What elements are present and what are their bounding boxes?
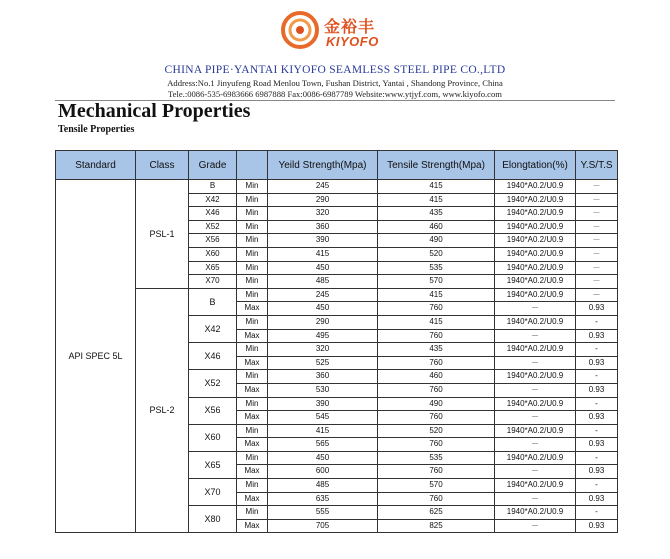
limit-cell: Max [237, 329, 268, 343]
elongation-cell: － [495, 465, 576, 479]
tensile-cell: 415 [378, 180, 495, 194]
tensile-cell: 760 [378, 438, 495, 452]
yield-cell: 450 [268, 261, 378, 275]
ratio-cell: 0.93 [576, 356, 618, 370]
tensile-cell: 435 [378, 207, 495, 221]
limit-cell: Min [237, 424, 268, 438]
page-title: Mechanical Properties [58, 100, 251, 122]
ratio-cell: － [576, 234, 618, 248]
section-subtitle: Tensile Properties [58, 124, 135, 135]
grade-cell: X42 [189, 315, 237, 342]
ratio-cell: 0.93 [576, 492, 618, 506]
elongation-cell: 1940*A0.2/U0.9 [495, 207, 576, 221]
yield-cell: 545 [268, 411, 378, 425]
elongation-cell: － [495, 492, 576, 506]
grade-cell: X65 [189, 451, 237, 478]
tensile-cell: 760 [378, 302, 495, 316]
standard-cell: API SPEC 5L [56, 180, 136, 533]
header-elongation: Elongtation(%) [495, 151, 576, 180]
yield-cell: 600 [268, 465, 378, 479]
table-row [56, 288, 618, 302]
limit-cell: Max [237, 302, 268, 316]
limit-cell: Min [237, 397, 268, 411]
tensile-cell: 415 [378, 193, 495, 207]
tensile-cell: 535 [378, 261, 495, 275]
header-limit [237, 151, 268, 180]
yield-cell: 390 [268, 234, 378, 248]
logo-ring-icon [280, 10, 320, 50]
elongation-cell: 1940*A0.2/U0.9 [495, 220, 576, 234]
elongation-cell: － [495, 383, 576, 397]
limit-cell: Min [237, 343, 268, 357]
limit-cell: Min [237, 370, 268, 384]
yield-cell: 450 [268, 302, 378, 316]
limit-cell: Min [237, 180, 268, 194]
tensile-cell: 825 [378, 519, 495, 533]
yield-cell: 565 [268, 438, 378, 452]
header-class: Class [136, 151, 189, 180]
grade-cell: X70 [189, 275, 237, 289]
yield-cell: 290 [268, 315, 378, 329]
ratio-cell: － [576, 220, 618, 234]
grade-cell: X70 [189, 479, 237, 506]
ratio-cell: － [576, 288, 618, 302]
grade-cell: X56 [189, 397, 237, 424]
ratio-cell: － [576, 180, 618, 194]
company-contact: Tele.:0086-535-6983666 6987888 Fax:0086-6987789 Website:www.ytjyf.com, www.kiyofo.com [168, 89, 502, 99]
limit-cell: Min [237, 315, 268, 329]
ratio-cell: - [576, 451, 618, 465]
header-yield: Yeild Strength(Mpa) [268, 151, 378, 180]
limit-cell: Max [237, 492, 268, 506]
tensile-cell: 435 [378, 343, 495, 357]
ratio-cell: － [576, 207, 618, 221]
elongation-cell: － [495, 356, 576, 370]
elongation-cell: 1940*A0.2/U0.9 [495, 451, 576, 465]
ratio-cell: - [576, 315, 618, 329]
limit-cell: Max [237, 438, 268, 452]
ratio-cell: 0.93 [576, 465, 618, 479]
ratio-cell: - [576, 397, 618, 411]
elongation-cell: 1940*A0.2/U0.9 [495, 275, 576, 289]
elongation-cell: － [495, 411, 576, 425]
limit-cell: Min [237, 193, 268, 207]
yield-cell: 360 [268, 370, 378, 384]
tensile-cell: 535 [378, 451, 495, 465]
ratio-cell: － [576, 193, 618, 207]
yield-cell: 320 [268, 207, 378, 221]
elongation-cell: 1940*A0.2/U0.9 [495, 193, 576, 207]
grade-cell: X80 [189, 506, 237, 533]
grade-cell: X52 [189, 220, 237, 234]
elongation-cell: － [495, 519, 576, 533]
tensile-cell: 460 [378, 220, 495, 234]
grade-cell: X42 [189, 193, 237, 207]
ratio-cell: － [576, 247, 618, 261]
ratio-cell: - [576, 479, 618, 493]
tensile-cell: 570 [378, 479, 495, 493]
grade-cell: X46 [189, 207, 237, 221]
header-ys-ts: Y.S/T.S [576, 151, 618, 180]
yield-cell: 290 [268, 193, 378, 207]
yield-cell: 415 [268, 424, 378, 438]
grade-cell: B [189, 288, 237, 315]
elongation-cell: 1940*A0.2/U0.9 [495, 506, 576, 520]
tensile-cell: 490 [378, 397, 495, 411]
limit-cell: Min [237, 275, 268, 289]
limit-cell: Min [237, 247, 268, 261]
ratio-cell: 0.93 [576, 383, 618, 397]
ratio-cell: - [576, 506, 618, 520]
tensile-cell: 760 [378, 465, 495, 479]
yield-cell: 705 [268, 519, 378, 533]
yield-cell: 495 [268, 329, 378, 343]
tensile-cell: 760 [378, 411, 495, 425]
elongation-cell: － [495, 329, 576, 343]
tensile-cell: 415 [378, 315, 495, 329]
yield-cell: 320 [268, 343, 378, 357]
yield-cell: 635 [268, 492, 378, 506]
ratio-cell: 0.93 [576, 438, 618, 452]
elongation-cell: 1940*A0.2/U0.9 [495, 247, 576, 261]
logo-chinese-text: 金裕丰 [324, 17, 376, 36]
yield-cell: 450 [268, 451, 378, 465]
tensile-cell: 760 [378, 492, 495, 506]
grade-cell: X52 [189, 370, 237, 397]
elongation-cell: 1940*A0.2/U0.9 [495, 288, 576, 302]
yield-cell: 525 [268, 356, 378, 370]
limit-cell: Min [237, 234, 268, 248]
yield-cell: 360 [268, 220, 378, 234]
tensile-cell: 760 [378, 383, 495, 397]
limit-cell: Max [237, 411, 268, 425]
limit-cell: Max [237, 383, 268, 397]
tensile-cell: 520 [378, 424, 495, 438]
grade-cell: X56 [189, 234, 237, 248]
ratio-cell: 0.93 [576, 302, 618, 316]
ratio-cell: 0.93 [576, 411, 618, 425]
company-logo [280, 10, 420, 54]
elongation-cell: 1940*A0.2/U0.9 [495, 343, 576, 357]
tensile-cell: 760 [378, 329, 495, 343]
tensile-cell: 460 [378, 370, 495, 384]
limit-cell: Max [237, 519, 268, 533]
yield-cell: 485 [268, 479, 378, 493]
limit-cell: Max [237, 465, 268, 479]
ratio-cell: - [576, 370, 618, 384]
table-header-row [56, 151, 618, 180]
grade-cell: X60 [189, 247, 237, 261]
class-cell: PSL-1 [136, 180, 189, 289]
company-address: Address:No.1 Jinyufeng Road Menlou Town, Fushan District, Yantai , Shandong Province, China [167, 78, 503, 88]
elongation-cell: 1940*A0.2/U0.9 [495, 479, 576, 493]
table-row [56, 180, 618, 194]
elongation-cell: 1940*A0.2/U0.9 [495, 234, 576, 248]
ratio-cell: － [576, 275, 618, 289]
limit-cell: Min [237, 479, 268, 493]
limit-cell: Min [237, 220, 268, 234]
ratio-cell: 0.93 [576, 519, 618, 533]
yield-cell: 245 [268, 180, 378, 194]
header-tensile: Tensile Strength(Mpa) [378, 151, 495, 180]
tensile-cell: 760 [378, 356, 495, 370]
elongation-cell: 1940*A0.2/U0.9 [495, 370, 576, 384]
yield-cell: 530 [268, 383, 378, 397]
header-standard: Standard [56, 151, 136, 180]
ratio-cell: - [576, 343, 618, 357]
yield-cell: 485 [268, 275, 378, 289]
limit-cell: Min [237, 451, 268, 465]
limit-cell: Max [237, 356, 268, 370]
yield-cell: 555 [268, 506, 378, 520]
tensile-cell: 570 [378, 275, 495, 289]
company-name: CHINA PIPE·YANTAI KIYOFO SEAMLESS STEEL PIPE CO.,LTD [164, 64, 506, 76]
elongation-cell: 1940*A0.2/U0.9 [495, 397, 576, 411]
limit-cell: Min [237, 207, 268, 221]
elongation-cell: 1940*A0.2/U0.9 [495, 261, 576, 275]
elongation-cell: 1940*A0.2/U0.9 [495, 424, 576, 438]
limit-cell: Min [237, 288, 268, 302]
yield-cell: 245 [268, 288, 378, 302]
grade-cell: X60 [189, 424, 237, 451]
limit-cell: Min [237, 506, 268, 520]
limit-cell: Min [237, 261, 268, 275]
elongation-cell: － [495, 438, 576, 452]
tensile-cell: 625 [378, 506, 495, 520]
logo-english-text: KIYOFO [326, 34, 379, 49]
ratio-cell: 0.93 [576, 329, 618, 343]
tensile-properties-table [55, 150, 618, 533]
tensile-cell: 490 [378, 234, 495, 248]
yield-cell: 390 [268, 397, 378, 411]
elongation-cell: 1940*A0.2/U0.9 [495, 315, 576, 329]
yield-cell: 415 [268, 247, 378, 261]
grade-cell: B [189, 180, 237, 194]
header-grade: Grade [189, 151, 237, 180]
grade-cell: X65 [189, 261, 237, 275]
elongation-cell: － [495, 302, 576, 316]
class-cell: PSL-2 [136, 288, 189, 533]
ratio-cell: － [576, 261, 618, 275]
tensile-cell: 520 [378, 247, 495, 261]
grade-cell: X46 [189, 343, 237, 370]
elongation-cell: 1940*A0.2/U0.9 [495, 180, 576, 194]
ratio-cell: - [576, 424, 618, 438]
tensile-cell: 415 [378, 288, 495, 302]
